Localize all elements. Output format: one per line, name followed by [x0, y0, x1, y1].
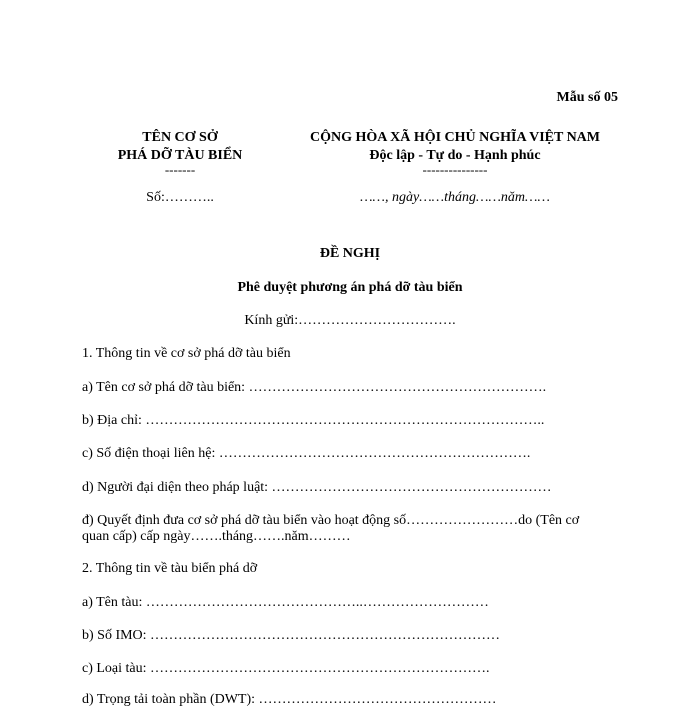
facility-phone: c) Số điện thoại liên hệ: ………………………………………………………….	[82, 446, 531, 461]
document-title: ĐỀ NGHỊ	[319, 246, 381, 261]
document-number: Số:………..	[146, 190, 214, 205]
organization-name-line2: PHÁ DỠ TÀU BIỂN	[117, 148, 243, 163]
organization-name-line1: TÊN CƠ SỞ	[142, 130, 218, 145]
country-name: CỘNG HÒA XÃ HỘI CHỦ NGHĨA VIỆT NAM	[309, 130, 600, 145]
facility-address: b) Địa chỉ: …………………………………………………………………………..	[82, 413, 545, 428]
recipient-line: Kính gửi:…………………………….	[244, 313, 456, 328]
ship-name: a) Tên tàu: ………………………………………..………………………	[82, 595, 489, 610]
legal-representative: d) Người đại diện theo pháp luật: ……………………………………………………	[82, 480, 552, 495]
section-1-heading: 1. Thông tin về cơ sở phá dỡ tàu biển	[82, 346, 291, 361]
place-date-line: ……, ngày……tháng……năm……	[360, 190, 550, 205]
operation-decision-line2: quan cấp) cấp ngày…….tháng…….năm………	[82, 529, 351, 544]
form-number: Mẫu số 05	[556, 90, 618, 105]
document-subtitle: Phê duyệt phương án phá dỡ tàu biển	[237, 280, 463, 295]
right-header-divider: ---------------	[422, 162, 488, 177]
section-2-heading: 2. Thông tin về tàu biển phá dỡ	[82, 561, 258, 576]
shipbreaking-facility-name: a) Tên cơ sở phá dỡ tàu biển: ……………………………………………………….	[82, 380, 547, 395]
national-motto: Độc lập - Tự do - Hạnh phúc	[369, 148, 541, 163]
operation-decision-line1: đ) Quyết định đưa cơ sở phá dỡ tàu biển vào hoạt động số……………………do (Tên cơ	[82, 513, 580, 528]
ship-type: c) Loại tàu: ……………………………………………………………….	[82, 661, 490, 676]
ship-imo-number: b) Số IMO: …………………………………………………………………	[82, 628, 501, 643]
left-header-divider: -------	[164, 162, 196, 177]
ship-deadweight: d) Trọng tải toàn phần (DWT): ……………………………………………	[82, 692, 497, 707]
